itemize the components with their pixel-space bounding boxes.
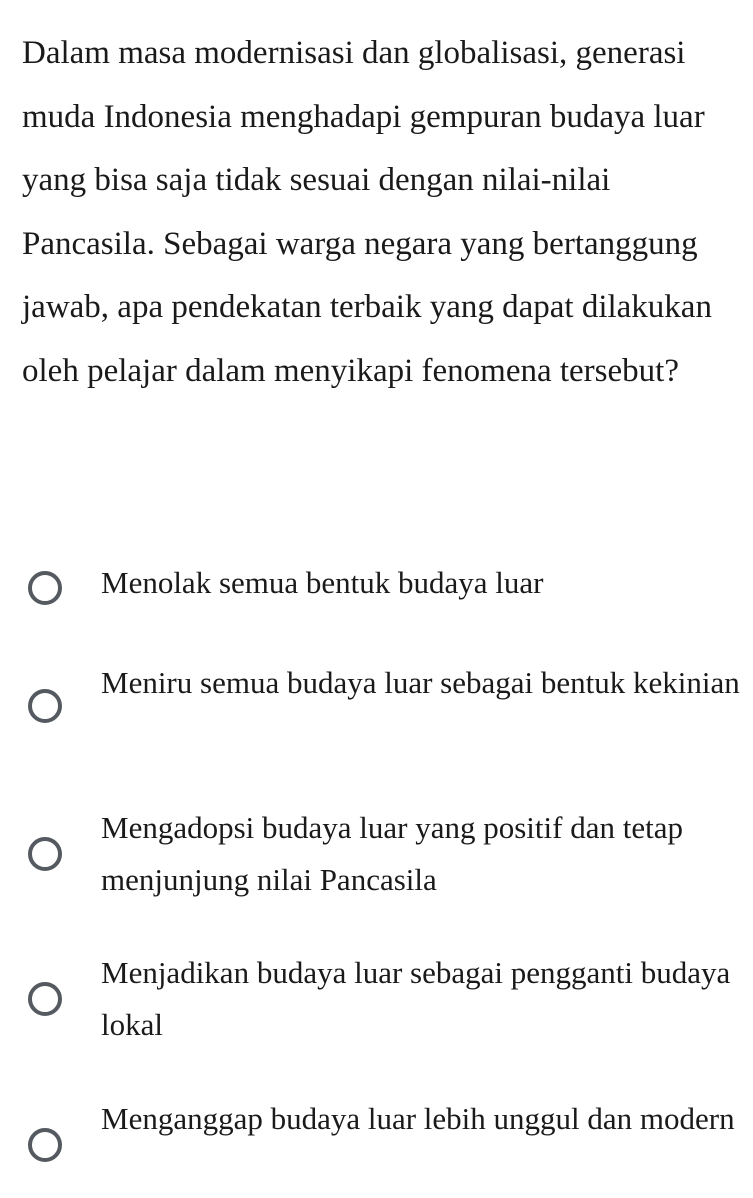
radio-button-icon[interactable] xyxy=(28,837,62,871)
radio-button-icon[interactable] xyxy=(28,571,62,605)
option-label: Menolak semua bentuk budaya luar xyxy=(101,565,544,600)
question-text: Dalam masa modernisasi dan globalisasi, generasi muda Indonesia menghadapi gempuran budaya luar yang bisa saja tidak sesuai dengan nilai-nilai Pancasila. Sebagai warga negara yang bertanggung jawab, apa pendekatan terbaik yang dapat dilakukan oleh pelajar dalam menyikapi fenomena tersebut? xyxy=(22,35,712,389)
option-b[interactable] xyxy=(22,657,742,765)
radio-button-icon[interactable] xyxy=(28,982,62,1016)
option-a[interactable] xyxy=(22,557,742,617)
option-label: Meniru semua budaya luar sebagai bentuk kekinian xyxy=(101,665,740,700)
option-e[interactable] xyxy=(22,1093,742,1197)
option-label: Menjadikan budaya luar sebagai pengganti budaya lokal xyxy=(101,955,731,1042)
option-label: Mengadopsi budaya luar yang positif dan tetap menjunjung nilai Pancasila xyxy=(101,810,683,897)
radio-button-icon[interactable] xyxy=(28,1128,62,1162)
option-c[interactable] xyxy=(22,802,742,910)
option-label: Menganggap budaya luar lebih unggul dan modern xyxy=(101,1101,735,1136)
radio-button-icon[interactable] xyxy=(28,689,62,723)
option-d[interactable] xyxy=(22,947,742,1055)
